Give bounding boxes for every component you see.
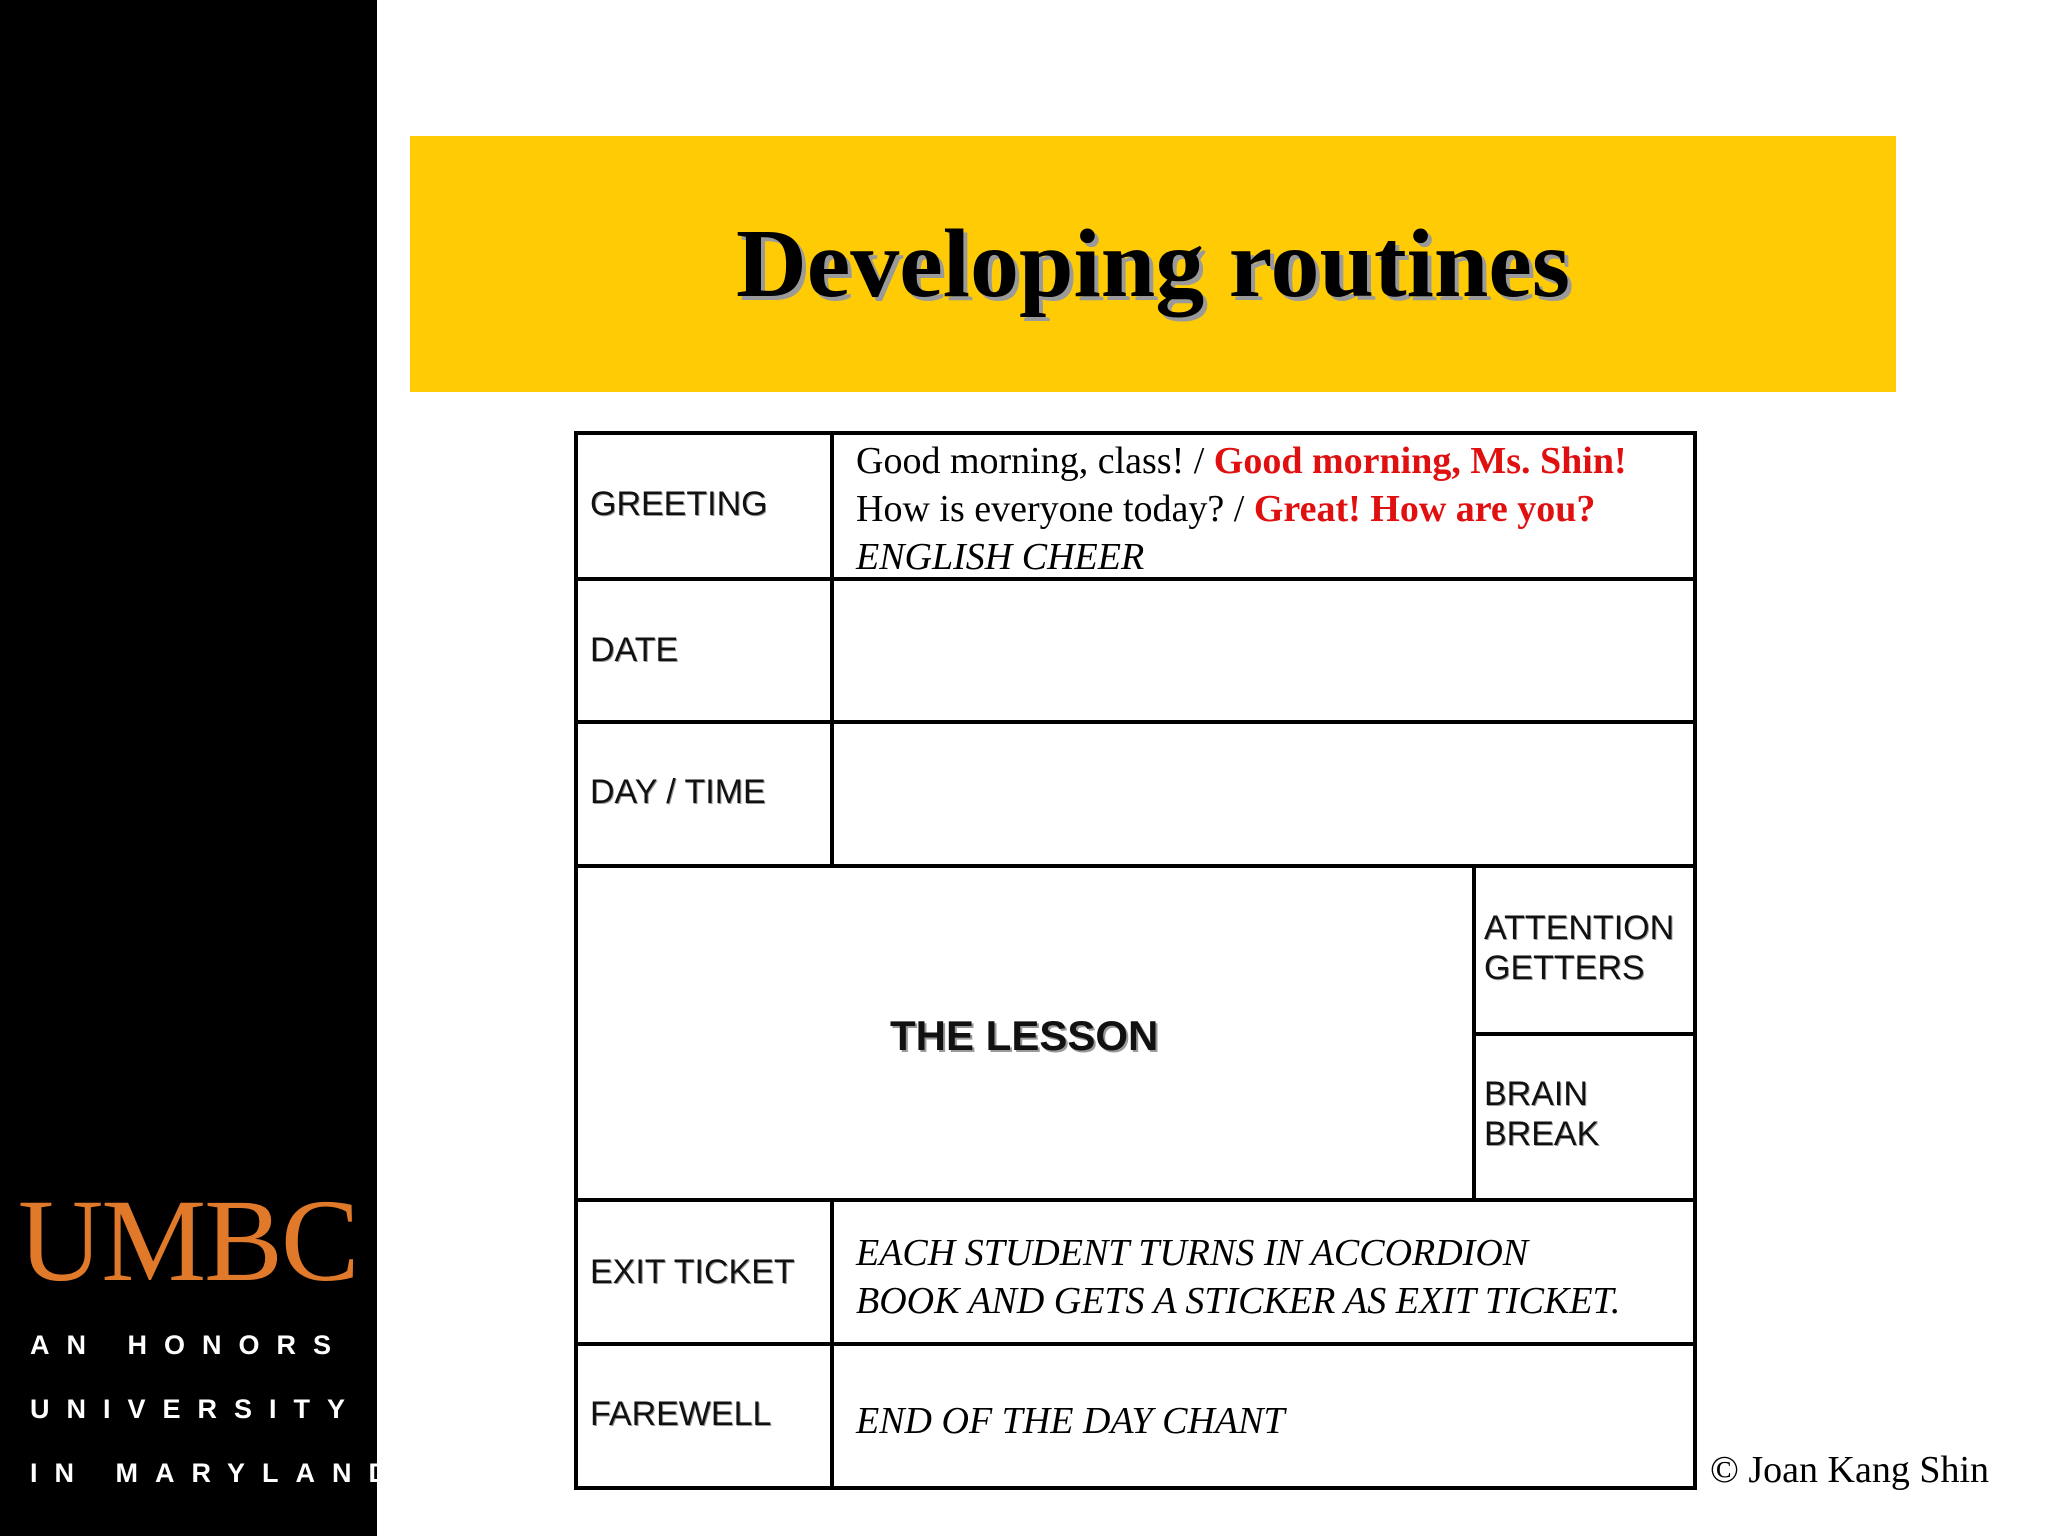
- date-label: DATE: [590, 631, 679, 669]
- farewell-text: END OF THE DAY CHANT: [856, 1400, 1285, 1442]
- slide-title: Developing routines: [736, 210, 1570, 318]
- lesson-label: THE LESSON: [890, 1012, 1159, 1059]
- sidebar: [0, 0, 405, 1536]
- column-divider: [830, 1198, 834, 1486]
- row-divider: [578, 1198, 1693, 1202]
- greeting-line-1: [856, 437, 1627, 485]
- greeting-line-3: ENGLISH CHEER: [856, 536, 1145, 578]
- copyright-notice: © Joan Kang Shin: [1710, 1449, 1990, 1491]
- attention-getters-label-2: GETTERS: [1484, 949, 1645, 987]
- routine-table: [574, 431, 1697, 1490]
- row-divider: [578, 720, 1693, 724]
- title-bar: [410, 136, 1896, 392]
- greeting-teacher-line-2: How is everyone today? /: [856, 488, 1254, 530]
- brain-break-label-2: BREAK: [1484, 1115, 1600, 1153]
- greeting-student-line-2: Great! How are you?: [1253, 488, 1596, 530]
- greeting-label: GREETING: [590, 485, 768, 523]
- brain-break-label-1: BRAIN: [1484, 1075, 1588, 1113]
- tagline-line-1: AN HONORS: [30, 1330, 349, 1360]
- greeting-teacher-line-1: Good morning, class! /: [856, 440, 1214, 482]
- exit-ticket-line-1: EACH STUDENT TURNS IN ACCORDION: [856, 1232, 1529, 1274]
- day-time-label: DAY / TIME: [590, 773, 766, 811]
- row-divider: [578, 1342, 1693, 1346]
- tagline-line-2: UNIVERSITY: [30, 1394, 363, 1424]
- tagline-line-3: IN MARYLAND: [30, 1458, 405, 1488]
- greeting-student-line-1: Good morning, Ms. Shin!: [1213, 440, 1627, 482]
- exit-ticket-line-2: BOOK AND GETS A STICKER AS EXIT TICKET.: [856, 1280, 1621, 1322]
- column-divider: [830, 435, 834, 868]
- column-divider: [1472, 864, 1476, 1202]
- exit-ticket-label: EXIT TICKET: [590, 1253, 795, 1291]
- row-divider: [578, 864, 1693, 868]
- attention-getters-label-1: ATTENTION: [1484, 909, 1675, 947]
- row-divider: [1472, 1032, 1693, 1036]
- umbc-logo: UMBC: [18, 1175, 358, 1306]
- greeting-line-2: [856, 485, 1595, 533]
- farewell-label: FAREWELL: [590, 1395, 772, 1433]
